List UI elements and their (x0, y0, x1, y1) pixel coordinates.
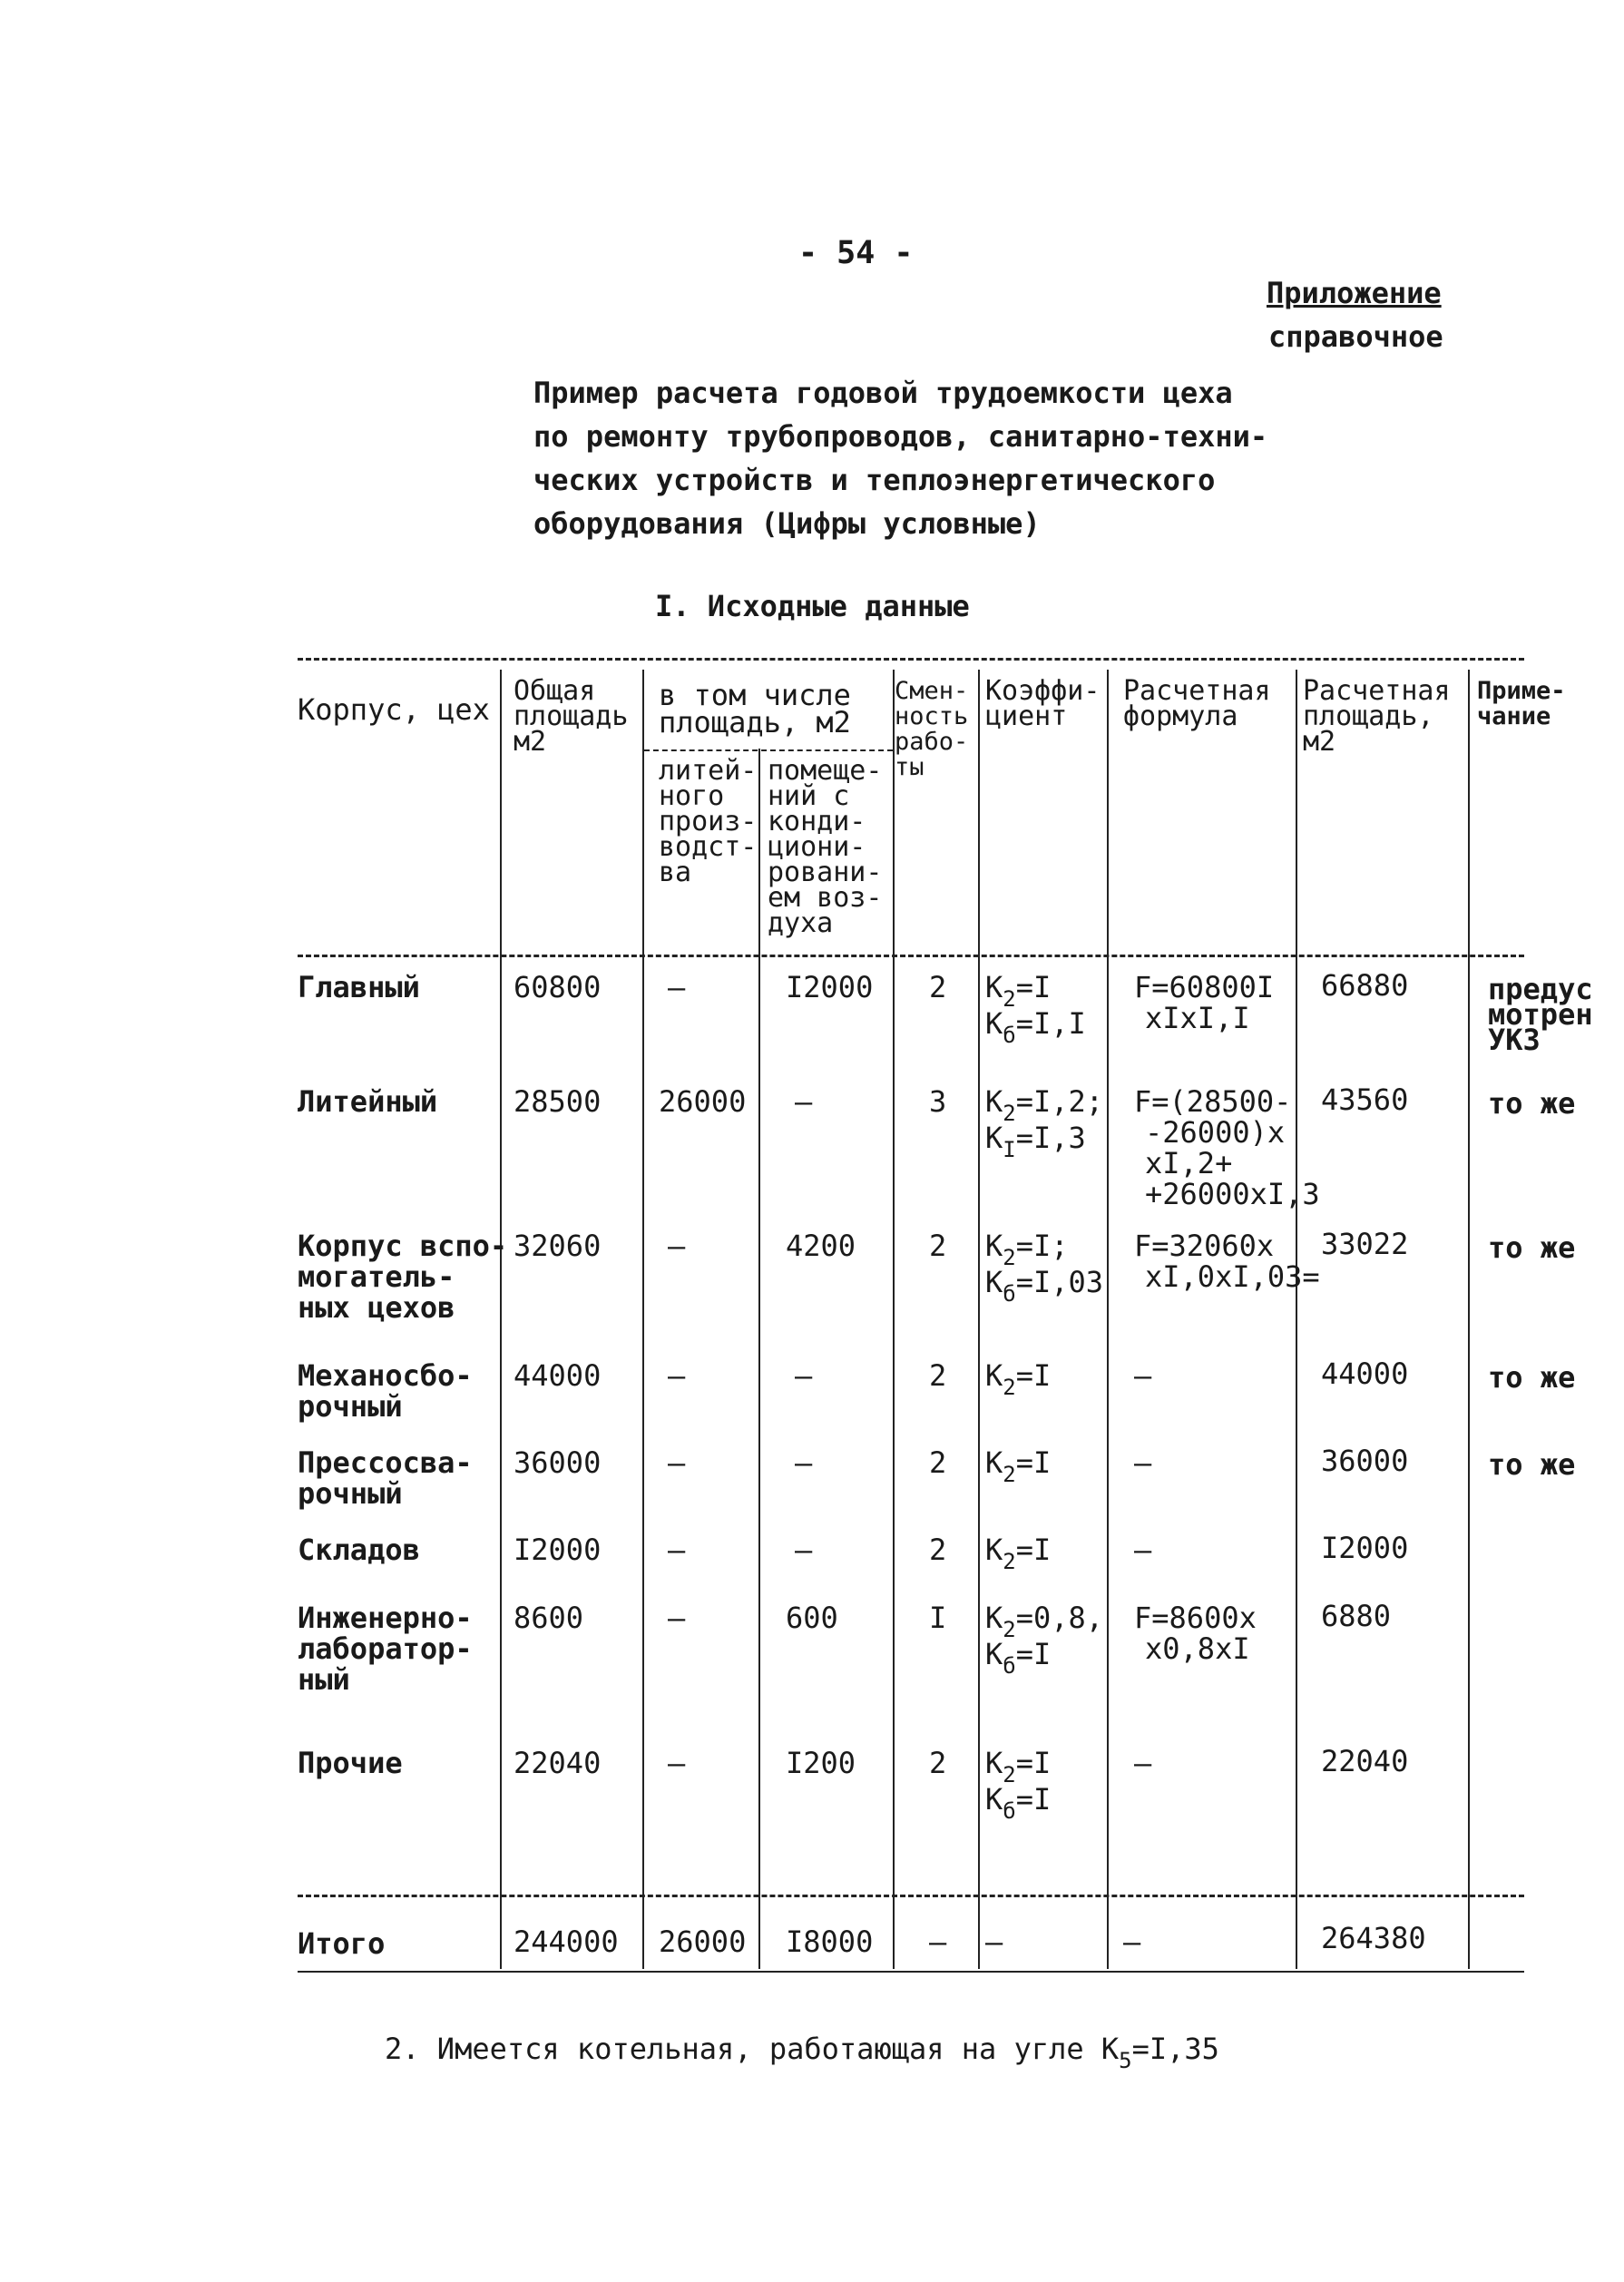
subheader-rule (644, 749, 893, 751)
header-line: Приме- (1477, 677, 1566, 705)
appendix-subtitle: справочное (1268, 319, 1443, 354)
row-ac-area: I2000 (786, 970, 874, 1004)
header-line: произ- (659, 806, 758, 837)
header-line: ний с (768, 780, 850, 812)
coef-value: =I (1015, 1746, 1052, 1780)
row-shifts: 2 (929, 1358, 947, 1393)
row-shop-name: Инженерно- (298, 1601, 473, 1635)
coef-subscript: б (1003, 1023, 1016, 1048)
header-line: Расчетная (1123, 675, 1271, 707)
coef-subscript: б (1003, 1281, 1016, 1307)
total-shifts-value: – (929, 1925, 947, 1959)
coef-subscript: 2 (1003, 986, 1016, 1012)
coef-value: =I,2; (1015, 1084, 1104, 1119)
row-shifts: I (929, 1601, 947, 1635)
header-line: водст- (659, 831, 758, 863)
column-rule (1107, 670, 1109, 1969)
row-shifts: 2 (929, 1445, 947, 1480)
row-ac-area: 600 (786, 1601, 838, 1635)
header-line: Смен- (895, 677, 969, 705)
coef-value: =I (1015, 1782, 1052, 1817)
table-top-rule (298, 658, 1524, 661)
row-calc-area: 43560 (1321, 1082, 1409, 1117)
header-line: чание (1477, 702, 1551, 730)
row-total-area: 32060 (514, 1229, 602, 1263)
row-shop-name: Складов (298, 1533, 420, 1567)
header-line: литей- (659, 755, 758, 787)
row-shop-name: ных цехов (298, 1290, 455, 1325)
row-ac-area: – (795, 1445, 813, 1480)
heading-line: оборудования (Цифры условные) (533, 506, 1041, 541)
header-line: духа (768, 907, 834, 939)
total-foundry-value: 26000 (659, 1925, 747, 1959)
row-coefficient (985, 1446, 1051, 1491)
row-total-area: 60800 (514, 970, 602, 1004)
header-line: Расчетная (1303, 675, 1451, 707)
header-line: формула (1123, 700, 1238, 732)
header-line: конди- (768, 806, 866, 837)
header-line: ем воз- (768, 882, 883, 914)
coef-value: =I,I (1015, 1006, 1086, 1041)
column-rule (642, 670, 644, 1969)
row-coefficient (985, 1638, 1051, 1682)
row-calc-area: 36000 (1321, 1444, 1409, 1478)
row-note: предус (1488, 972, 1593, 1006)
row-calc-area: 6880 (1321, 1599, 1392, 1633)
header-line: м2 (1303, 726, 1336, 758)
appendix-title: Приложение (1267, 276, 1442, 310)
coef-value: =I (1015, 1445, 1052, 1480)
heading-line: по ремонту трубопроводов, санитарно-техни- (533, 419, 1268, 454)
coef-value: =I,03 (1015, 1265, 1104, 1299)
row-shifts: 2 (929, 970, 947, 1004)
coef-symbol: К (985, 1445, 1003, 1480)
row-calc-area: 22040 (1321, 1744, 1409, 1778)
header-line: циент (985, 700, 1068, 732)
row-formula: – (1134, 1358, 1152, 1393)
header-shop: Корпус, цех (298, 692, 490, 727)
coef-subscript: 2 (1003, 1462, 1016, 1487)
total-coef-value: – (985, 1925, 1003, 1959)
total-ac-value: I8000 (786, 1925, 874, 1959)
row-foundry-area: – (668, 1229, 686, 1263)
row-ac-area: 4200 (786, 1229, 856, 1263)
row-coefficient (985, 1783, 1051, 1827)
row-formula: – (1134, 1445, 1152, 1480)
coef-symbol: К (985, 1533, 1003, 1567)
total-label: Итого (298, 1926, 386, 1961)
row-shifts: 2 (929, 1746, 947, 1780)
total-formula-value: – (1123, 1925, 1141, 1959)
row-formula: F=32060x (1134, 1229, 1275, 1263)
row-ac-area: I200 (786, 1746, 856, 1780)
coef-symbol: К (985, 1637, 1003, 1671)
coef-value: =0,8, (1015, 1601, 1104, 1635)
section-title: I. Исходные данные (655, 589, 970, 623)
coef-subscript: I (1003, 1137, 1016, 1162)
header-line: ва (659, 857, 692, 888)
row-shop-name: Литейный (298, 1084, 438, 1119)
row-foundry-area: – (668, 1746, 686, 1780)
coef-subscript: б (1003, 1653, 1016, 1679)
coef-value: =I; (1015, 1229, 1069, 1263)
header-line: рабо- (895, 728, 969, 756)
coef-subscript: 2 (1003, 1549, 1016, 1574)
row-calc-area: 44000 (1321, 1356, 1409, 1391)
row-note: то же (1488, 1086, 1576, 1121)
row-formula: -26000)x (1145, 1115, 1286, 1150)
row-note: то же (1488, 1447, 1576, 1482)
row-shop-name: Механосбо- (298, 1358, 473, 1393)
column-rule (500, 670, 502, 1969)
coef-subscript: 2 (1003, 1762, 1016, 1787)
header-line: площадь, м2 (659, 705, 851, 739)
row-total-area: 36000 (514, 1445, 602, 1480)
coef-symbol: К (985, 1601, 1003, 1635)
row-formula: F=60800I (1134, 970, 1275, 1004)
row-total-area: 44000 (514, 1358, 602, 1393)
coef-subscript: 2 (1003, 1375, 1016, 1400)
row-note: мотрен (1488, 997, 1593, 1032)
header-line: Общая (514, 675, 596, 707)
row-shop-name: Прессосва- (298, 1445, 473, 1480)
row-ac-area: – (795, 1358, 813, 1393)
coef-subscript: 2 (1003, 1245, 1016, 1270)
footnote (385, 2031, 1219, 2079)
header-line: ты (895, 753, 925, 781)
footnote-text: 2. Имеется котельная, работающая на угле К (385, 2032, 1120, 2066)
row-formula: F=8600x (1134, 1601, 1257, 1635)
coef-symbol: К (985, 970, 1003, 1004)
coef-symbol: К (985, 1229, 1003, 1263)
footnote-value: =I,35 (1131, 2032, 1219, 2066)
header-line: помеще- (768, 755, 883, 787)
row-calc-area: I2000 (1321, 1531, 1409, 1565)
row-ac-area: – (795, 1533, 813, 1567)
row-note: то же (1488, 1230, 1576, 1265)
row-total-area: I2000 (514, 1533, 602, 1567)
row-formula: – (1134, 1533, 1152, 1567)
total-area-value: 244000 (514, 1925, 619, 1959)
coef-symbol: К (985, 1746, 1003, 1780)
header-line: площадь (514, 700, 629, 732)
row-shop-name: ный (298, 1662, 350, 1697)
heading-line: ческих устройств и теплоэнергетического (533, 463, 1216, 497)
header-line: в том числе (659, 678, 851, 712)
coef-symbol: К (985, 1358, 1003, 1393)
coef-symbol: К (985, 1006, 1003, 1041)
row-coefficient (985, 1121, 1086, 1166)
coef-symbol: К (985, 1782, 1003, 1817)
table-total-rule (298, 1895, 1524, 1897)
row-formula: x0,8xI (1145, 1631, 1250, 1666)
row-shifts: 3 (929, 1084, 947, 1119)
row-shop-name: Прочие (298, 1746, 403, 1780)
coef-symbol: К (985, 1121, 1003, 1155)
row-total-area: 22040 (514, 1746, 602, 1780)
row-foundry-area: – (668, 1445, 686, 1480)
row-total-area: 8600 (514, 1601, 584, 1635)
header-line: ность (895, 702, 969, 730)
header-line: циони- (768, 831, 866, 863)
table-bottom-rule (298, 1971, 1524, 1973)
row-ac-area: – (795, 1084, 813, 1119)
column-rule (978, 670, 980, 1969)
footnote-sub: 5 (1119, 2048, 1132, 2073)
row-formula: F=(28500- (1134, 1084, 1292, 1119)
row-total-area: 28500 (514, 1084, 602, 1119)
row-foundry-area: – (668, 1601, 686, 1635)
column-rule (1296, 670, 1297, 1969)
row-foundry-area: – (668, 1358, 686, 1393)
row-foundry-area: 26000 (659, 1084, 747, 1119)
heading-line: Пример расчета годовой трудоемкости цеха (533, 376, 1233, 410)
coef-value: =I (1015, 970, 1052, 1004)
row-formula: xIxI,I (1145, 1001, 1250, 1035)
row-coefficient (985, 1533, 1051, 1578)
header-line: ровани- (768, 857, 883, 888)
row-formula: xI,0xI,03= (1145, 1259, 1320, 1294)
coef-subscript: 2 (1003, 1101, 1016, 1126)
row-foundry-area: – (668, 1533, 686, 1567)
row-shifts: 2 (929, 1229, 947, 1263)
row-shop-name: рочный (298, 1476, 403, 1511)
row-calc-area: 66880 (1321, 968, 1409, 1003)
coef-subscript: 2 (1003, 1617, 1016, 1642)
header-line: ного (659, 780, 725, 812)
row-formula: – (1134, 1746, 1152, 1780)
coef-value: =I (1015, 1533, 1052, 1567)
coef-symbol: К (985, 1084, 1003, 1119)
header-line: м2 (514, 726, 547, 758)
row-note: то же (1488, 1360, 1576, 1395)
coef-value: =I (1015, 1637, 1052, 1671)
total-calc-area-value: 264380 (1321, 1921, 1426, 1955)
coef-value: =I,3 (1015, 1121, 1086, 1155)
row-coefficient (985, 1266, 1103, 1310)
row-calc-area: 33022 (1321, 1227, 1409, 1261)
page-number: - 54 - (798, 235, 914, 271)
row-shop-name: лаборатор- (298, 1631, 473, 1666)
header-line: Коэффи- (985, 675, 1101, 707)
row-shop-name: рочный (298, 1389, 403, 1424)
coef-value: =I (1015, 1358, 1052, 1393)
column-rule (893, 670, 895, 1969)
row-note: УКЗ (1488, 1023, 1541, 1057)
row-shop-name: Корпус вспо- (298, 1229, 508, 1263)
row-formula: xI,2+ (1145, 1146, 1233, 1180)
row-shop-name: Главный (298, 970, 420, 1004)
row-foundry-area: – (668, 970, 686, 1004)
column-rule (1468, 670, 1470, 1969)
row-coefficient (985, 1007, 1086, 1052)
column-rule (758, 749, 760, 1969)
row-formula: +26000xI,3 (1145, 1177, 1320, 1211)
coef-subscript: б (1003, 1798, 1016, 1824)
row-shop-name: могатель- (298, 1259, 455, 1294)
header-line: площадь, (1303, 700, 1434, 732)
table-header-rule (298, 955, 1524, 957)
row-shifts: 2 (929, 1533, 947, 1567)
coef-symbol: К (985, 1265, 1003, 1299)
row-coefficient (985, 1359, 1051, 1404)
